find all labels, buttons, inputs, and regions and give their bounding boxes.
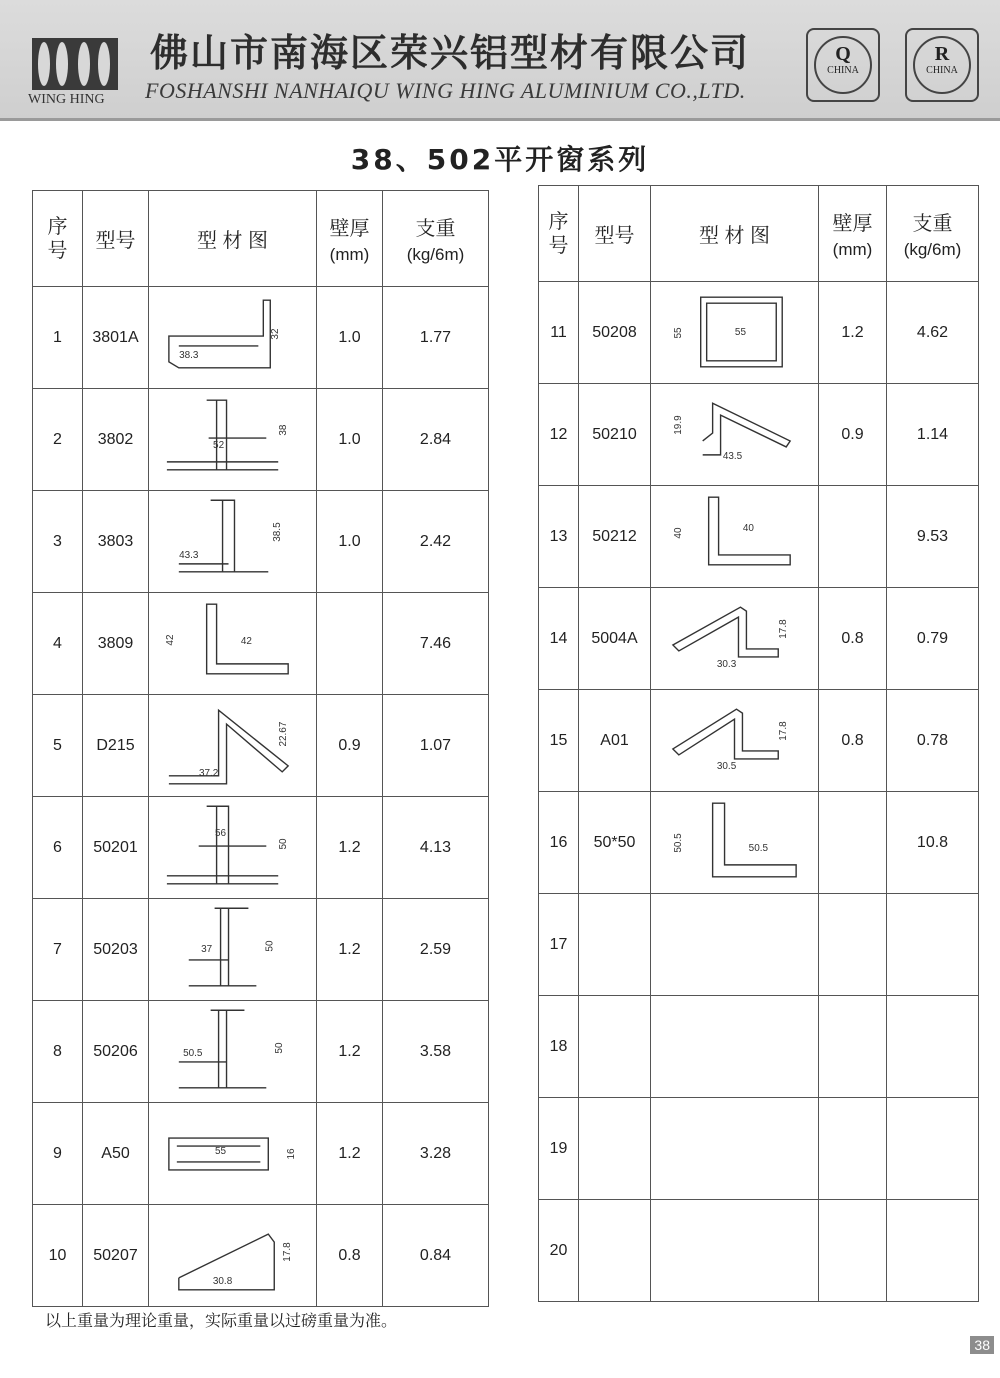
table-row [539, 486, 979, 588]
cell-no: 14 [539, 588, 579, 690]
cert-r-letter: R [934, 43, 950, 65]
table-row [33, 287, 489, 389]
table-header-row [539, 186, 979, 282]
cell-drawing [651, 996, 819, 1098]
profile-outline [703, 403, 790, 455]
table-header-row [33, 191, 489, 287]
cell-model: 50208 [579, 282, 651, 384]
cell-no: 5 [33, 695, 83, 797]
dimension-label: 37 [201, 943, 213, 955]
cell-no: 19 [539, 1098, 579, 1200]
icon-profile-a50 [149, 1104, 316, 1204]
cell-no: 17 [539, 894, 579, 996]
profile-outline [673, 709, 778, 759]
table-row [33, 695, 489, 797]
cell-model: 5004A [579, 588, 651, 690]
dimension-label: 42 [240, 635, 252, 647]
col-header-drawing: 型 材 图 [651, 186, 819, 282]
cell-weight: 10.8 [887, 792, 979, 894]
dimension-label: 50.5 [183, 1047, 203, 1059]
cell-drawing [149, 1103, 317, 1205]
footnote: 以上重量为理论重量，实际重量以过磅重量为准。 [45, 1311, 398, 1330]
profile-outline [713, 803, 797, 877]
cell-drawing [149, 389, 317, 491]
cell-drawing [651, 690, 819, 792]
cell-no: 9 [33, 1103, 83, 1205]
icon-profile-50207 [149, 1206, 316, 1306]
cell-weight: 0.78 [887, 690, 979, 792]
profile-outline [189, 908, 257, 986]
cert-r-sub: CHINA [926, 65, 958, 76]
cell-drawing [651, 384, 819, 486]
cell-thickness: 1.2 [317, 899, 383, 1001]
dimension-label: 56 [215, 827, 227, 839]
cell-weight: 3.28 [383, 1103, 489, 1205]
dimension-label: 43.3 [179, 549, 199, 561]
cell-weight: 1.14 [887, 384, 979, 486]
cell-model: A50 [83, 1103, 149, 1205]
cell-model: 3809 [83, 593, 149, 695]
col-header-thickness: 壁厚 (mm) [819, 186, 887, 282]
cell-model: 3802 [83, 389, 149, 491]
cell-no: 11 [539, 282, 579, 384]
cell-weight: 1.07 [383, 695, 489, 797]
cell-thickness: 0.9 [819, 384, 887, 486]
cell-weight: 0.84 [383, 1205, 489, 1307]
cell-no: 4 [33, 593, 83, 695]
dimension-label: 38.5 [272, 521, 284, 542]
cell-no: 15 [539, 690, 579, 792]
profile-outline [673, 607, 778, 657]
cell-no: 7 [33, 899, 83, 1001]
dimension-label: 17.8 [778, 720, 790, 741]
profile-table-right [538, 185, 979, 1302]
cell-weight: 3.58 [383, 1001, 489, 1103]
dimension-label: 30.3 [716, 658, 737, 670]
cell-thickness: 1.2 [317, 1103, 383, 1205]
dimension-label: 40 [672, 526, 684, 539]
icon-profile-5004a [651, 589, 818, 689]
dimension-label: 43.5 [722, 450, 743, 462]
cell-thickness: 1.0 [317, 491, 383, 593]
col-header-drawing: 型 材 图 [149, 191, 317, 287]
dimension-label: 32 [270, 327, 282, 340]
dimension-label: 30.8 [212, 1275, 233, 1287]
cell-model: 50203 [83, 899, 149, 1001]
cell-model: 50212 [579, 486, 651, 588]
dimension-label: 42 [164, 633, 176, 646]
dimension-label: 17.8 [778, 618, 790, 639]
icon-profile-3809 [149, 594, 316, 694]
cell-model [579, 894, 651, 996]
cell-weight [887, 1098, 979, 1200]
cell-drawing [651, 588, 819, 690]
col-header-weight: 支重 (kg/6m) [887, 186, 979, 282]
cell-drawing [651, 894, 819, 996]
cell-weight [887, 894, 979, 996]
profile-outline [169, 710, 288, 784]
cell-weight: 4.62 [887, 282, 979, 384]
col-header-model: 型号 [83, 191, 149, 287]
table-row [539, 1098, 979, 1200]
company-name-en: FOSHANSHI NANHAIQU WING HING ALUMINIUM CO.,LTD. [145, 78, 746, 103]
cert-q-sub: CHINA [827, 65, 859, 76]
profile-table-left [32, 190, 489, 1307]
dimension-label: 30.5 [716, 760, 737, 772]
cell-model [579, 1200, 651, 1302]
table-row [539, 894, 979, 996]
icon-profile-50208 [651, 283, 818, 383]
icon-profile-a01 [651, 691, 818, 791]
cell-model: 50*50 [579, 792, 651, 894]
dimension-label: 55 [215, 1145, 227, 1157]
cell-drawing [149, 695, 317, 797]
cell-model: 50206 [83, 1001, 149, 1103]
cell-drawing [149, 287, 317, 389]
col-header-no: 序号 [539, 186, 579, 282]
table-row [33, 389, 489, 491]
cell-model [579, 1098, 651, 1200]
table-row [33, 1001, 489, 1103]
dimension-label: 50 [274, 1041, 286, 1054]
table-row [33, 491, 489, 593]
cell-no: 20 [539, 1200, 579, 1302]
company-name-cn: 佛山市南海区荣兴铝型材有限公司 [150, 30, 751, 75]
cell-weight: 2.84 [383, 389, 489, 491]
cell-model: A01 [579, 690, 651, 792]
icon-profile-50201 [149, 798, 316, 898]
table-row [33, 899, 489, 1001]
icon-profile-d215 [149, 696, 316, 796]
cell-thickness [819, 792, 887, 894]
cell-no: 10 [33, 1205, 83, 1307]
dimension-label: 17.8 [282, 1241, 294, 1262]
cell-no: 13 [539, 486, 579, 588]
cell-thickness: 1.0 [317, 287, 383, 389]
cell-weight: 4.13 [383, 797, 489, 899]
cell-weight: 0.79 [887, 588, 979, 690]
cell-model: D215 [83, 695, 149, 797]
cell-thickness: 0.9 [317, 695, 383, 797]
table-row [539, 282, 979, 384]
cell-drawing [149, 899, 317, 1001]
table-row [539, 996, 979, 1098]
profile-outline [179, 500, 268, 572]
cell-thickness [819, 894, 887, 996]
table-row [539, 792, 979, 894]
cell-drawing [149, 491, 317, 593]
cell-model: 50201 [83, 797, 149, 899]
cell-drawing [651, 1200, 819, 1302]
cell-thickness: 1.2 [819, 282, 887, 384]
profile-outline [167, 400, 278, 470]
dimension-label: 38 [278, 424, 290, 436]
profile-outline [167, 806, 278, 884]
icon-profile-3801a [149, 288, 316, 388]
table-row [33, 593, 489, 695]
dimension-label: 55 [672, 326, 684, 339]
cell-weight: 2.59 [383, 899, 489, 1001]
cell-drawing [651, 486, 819, 588]
icon-profile-50212 [651, 487, 818, 587]
dimension-label: 50 [278, 837, 290, 850]
table-row [539, 384, 979, 486]
table-row [33, 797, 489, 899]
cell-weight [887, 1200, 979, 1302]
dimension-label: 19.9 [672, 414, 684, 435]
cell-thickness [819, 1200, 887, 1302]
cell-no: 1 [33, 287, 83, 389]
col-header-weight: 支重 (kg/6m) [383, 191, 489, 287]
page-title: 38、502平开窗系列 [350, 143, 650, 176]
table-row [539, 1200, 979, 1302]
cell-thickness [819, 996, 887, 1098]
icon-profile-50210 [651, 385, 818, 485]
table-row [33, 1103, 489, 1205]
table-row [33, 1205, 489, 1307]
cell-drawing [149, 797, 317, 899]
icon-profile-3803 [149, 492, 316, 592]
dimension-label: 22.67 [278, 721, 290, 747]
cert-q-china-badge [806, 28, 880, 102]
cell-thickness: 1.0 [317, 389, 383, 491]
cell-no: 8 [33, 1001, 83, 1103]
cell-thickness [819, 1098, 887, 1200]
icon-profile-50203 [149, 900, 316, 1000]
col-header-thickness: 壁厚 (mm) [317, 191, 383, 287]
page-number: 38 [970, 1336, 994, 1354]
table-row [539, 690, 979, 792]
icon-profile-3802 [149, 390, 316, 490]
cell-no: 12 [539, 384, 579, 486]
cell-model: 3803 [83, 491, 149, 593]
cell-model: 50210 [579, 384, 651, 486]
logo-text: WING HING [28, 92, 105, 107]
cert-q-letter: Q [835, 43, 851, 65]
cert-r-china-badge [905, 28, 979, 102]
icon-profile-50x50 [651, 793, 818, 893]
cell-drawing [149, 1001, 317, 1103]
cell-weight: 1.77 [383, 287, 489, 389]
cell-drawing [149, 593, 317, 695]
col-header-model: 型号 [579, 186, 651, 282]
cell-no: 2 [33, 389, 83, 491]
cell-model [579, 996, 651, 1098]
cell-thickness: 0.8 [819, 588, 887, 690]
cell-thickness [317, 593, 383, 695]
cell-drawing [651, 792, 819, 894]
cell-no: 3 [33, 491, 83, 593]
cell-no: 16 [539, 792, 579, 894]
cell-no: 6 [33, 797, 83, 899]
cell-thickness: 1.2 [317, 1001, 383, 1103]
dimension-label: 38.3 [179, 349, 199, 361]
dimension-label: 50.5 [672, 832, 684, 853]
table-row [539, 588, 979, 690]
dimension-label: 37.2 [198, 767, 219, 779]
cell-thickness: 0.8 [819, 690, 887, 792]
dimension-label: 50 [264, 939, 276, 952]
cell-drawing [651, 282, 819, 384]
page-header [0, 0, 1000, 121]
cell-weight: 7.46 [383, 593, 489, 695]
dimension-label: 55 [734, 326, 746, 338]
cell-no: 18 [539, 996, 579, 1098]
cell-weight: 2.42 [383, 491, 489, 593]
cell-thickness: 0.8 [317, 1205, 383, 1307]
cell-drawing [149, 1205, 317, 1307]
cell-model: 3801A [83, 287, 149, 389]
dimension-label: 40 [742, 522, 754, 534]
cell-weight [887, 996, 979, 1098]
cell-thickness: 1.2 [317, 797, 383, 899]
cell-drawing [651, 1098, 819, 1200]
cell-thickness [819, 486, 887, 588]
col-header-no: 序号 [33, 191, 83, 287]
icon-profile-50206 [149, 1002, 316, 1102]
dimension-label: 16 [286, 1147, 298, 1160]
dimension-label: 52 [213, 439, 225, 451]
cell-model: 50207 [83, 1205, 149, 1307]
cell-weight: 9.53 [887, 486, 979, 588]
dimension-label: 50.5 [748, 842, 769, 854]
